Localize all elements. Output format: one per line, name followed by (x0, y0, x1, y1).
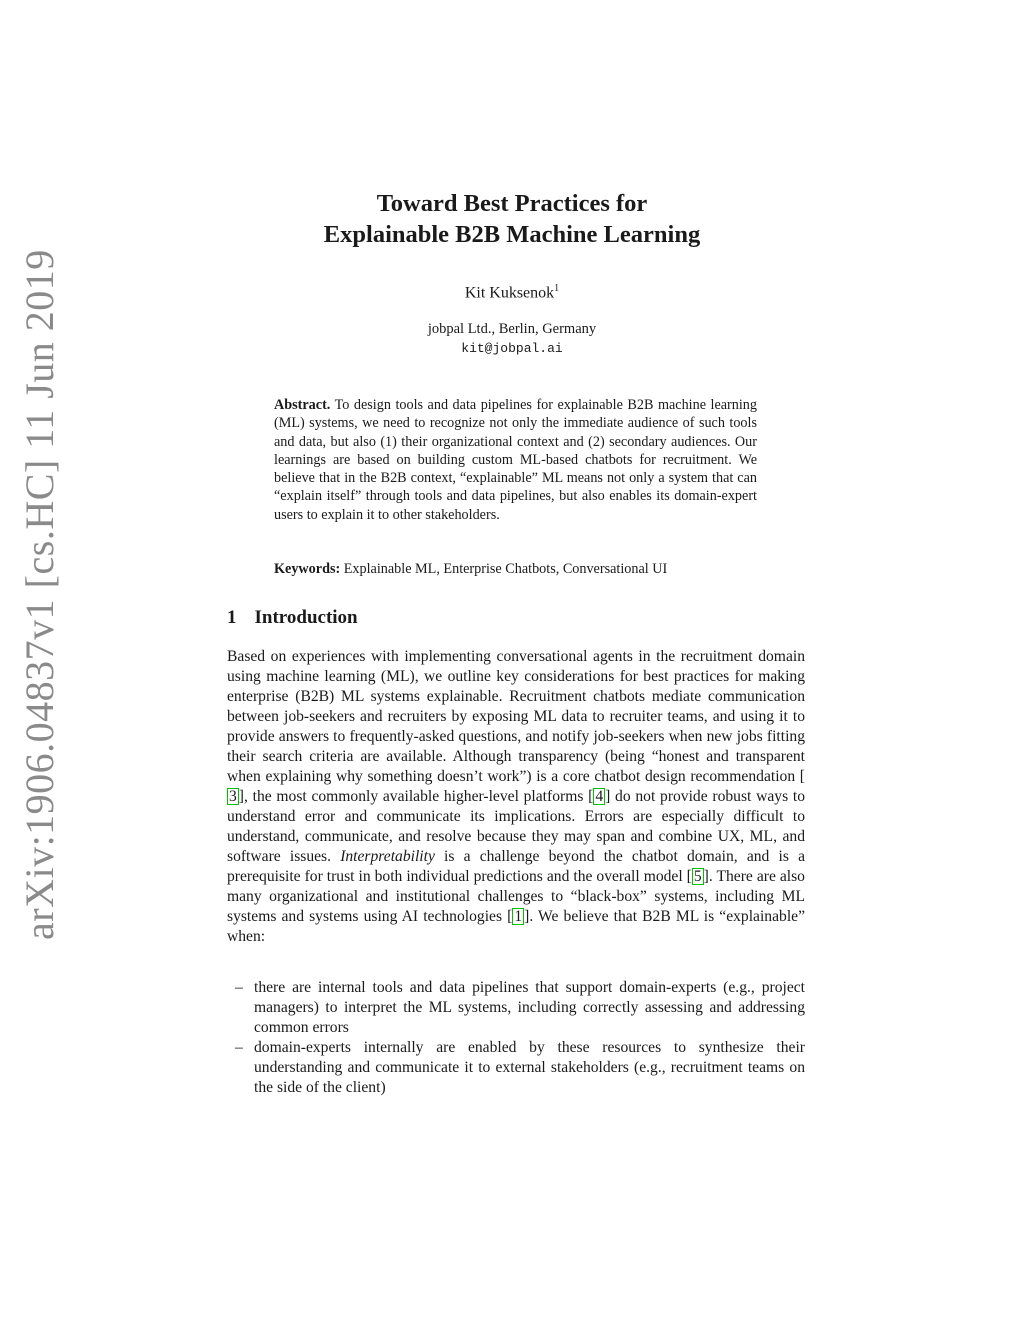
list-item (227, 1038, 805, 1098)
paragraph-text: ]. We believe that B2B ML is “explainable” when: (227, 908, 805, 945)
paper-title (0, 188, 1024, 250)
abstract-text: To design tools and data pipelines for explainable B2B machine learning (ML) systems, we need to recognize not only the immediate audience of such tools and data, but also (1) their organizational context and (2) secondary audiences. Our learnings are based on building custom ML-based chatbots for recruitment. We believe that in the B2B context, “explainable” ML means not only a system that can “explain itself” through tools and data pipelines, but also enables its domain-expert users to explain it to other stakeholders. (274, 397, 757, 523)
section-title: Introduction (254, 607, 358, 628)
paragraph-text: is a challenge beyond the chatbot domain, and is a prerequisite for trust in both individual predictions and the overall model [ (227, 848, 805, 885)
author-line (0, 283, 1024, 302)
list-item-text: domain-experts internally are enabled by these resources to synthesize their understanding and communicate it to external stakeholders (e.g., recruitment teams on the side of the client) (254, 1039, 805, 1096)
intro-paragraph (227, 647, 805, 947)
list-item-text: there are internal tools and data pipelines that support domain-experts (e.g., project managers) to interpret the ML systems, including correctly assessing and addressing common errors (254, 979, 805, 1036)
author-email[interactable]: kit@jobpal.ai (461, 341, 563, 356)
keywords-label: Keywords: (274, 561, 341, 577)
keywords-text: Explainable ML, Enterprise Chatbots, Conversational UI (343, 561, 668, 577)
abstract (274, 396, 757, 524)
citation-link-4[interactable]: 4 (595, 788, 604, 805)
citation-link-1[interactable]: 1 (514, 908, 523, 925)
author-name: Kit Kuksenok (464, 284, 555, 302)
citation-link-5[interactable]: 5 (693, 868, 702, 885)
title-line-2: Explainable B2B Machine Learning (323, 221, 701, 248)
dash-bullet: – (235, 979, 243, 996)
keywords (274, 561, 794, 578)
affiliation-block (0, 320, 1024, 358)
section-number: 1 (227, 607, 237, 628)
citation-link-3[interactable]: 3 (229, 788, 237, 805)
list-item (227, 978, 805, 1038)
affiliation-mark: 1 (554, 283, 560, 294)
paragraph-text: Based on experiences with implementing conversational agents in the recruitment domain using machine learning (ML), we outline key considerations for best practices for making enterprise (B2B) ML systems explainable. Recruitment chatbots mediate communication between job-seekers and recruiters by exposing ML data to recruiter teams, and using it to provide answers to frequently-asked questions, and notify job-seekers when new jobs fitting their search criteria are available. Although transparency (being “honest and transparent when explaining why something doesn’t work”) is a core chatbot design recommendation [ (227, 648, 805, 785)
italic-term: Interpretability (340, 848, 435, 865)
title-line-1: Toward Best Practices for (376, 190, 648, 217)
paragraph-text: ]. There are also many organizational and institutional challenges to “black-box” systems, including ML systems and systems using AI technologies [ (227, 868, 805, 925)
abstract-label: Abstract. (274, 397, 331, 413)
arxiv-identifier-stamp: arXiv:1906.04837v1 [cs.HC] 11 Jun 2019 (17, 249, 62, 940)
paragraph-text: ], the most commonly available higher-level platforms [ (238, 788, 594, 805)
affiliation: jobpal Ltd., Berlin, Germany (427, 321, 597, 337)
bullet-list (227, 978, 805, 1098)
paragraph-text: ] do not provide robust ways to understand error and communicate its implications. Errors are especially difficult to understand, communicate, and resolve because they may span and combine UX, ML, and software issues. (227, 788, 806, 865)
dash-bullet: – (235, 1039, 243, 1056)
section-heading (227, 607, 358, 629)
